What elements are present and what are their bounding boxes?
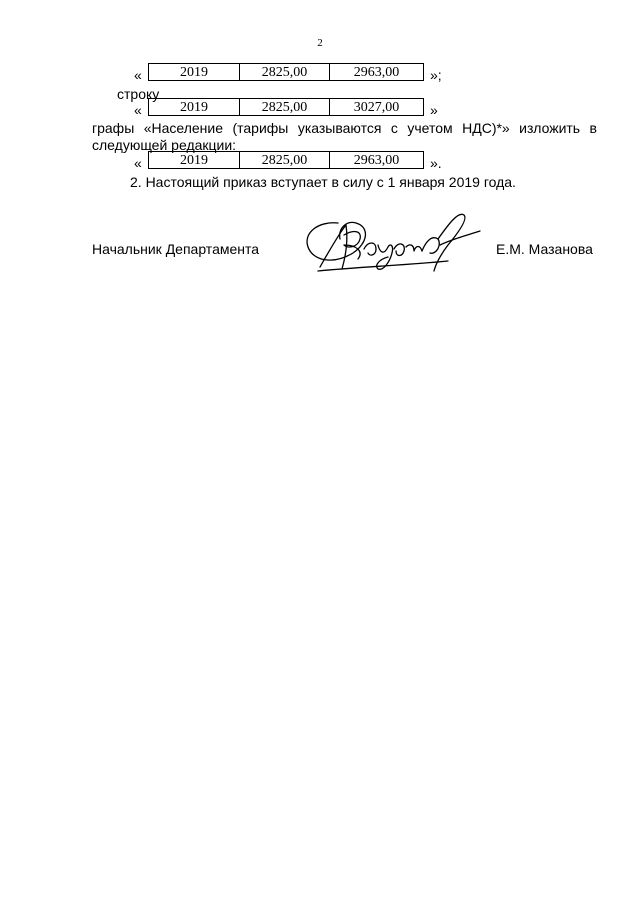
tariff-row-1-year: 2019 — [149, 64, 240, 80]
tariff-row-2 — [148, 98, 424, 116]
paragraph-line-2: следующей редакции: — [92, 137, 237, 153]
close-quote-3: ». — [430, 155, 442, 171]
handwritten-signature — [298, 205, 483, 280]
signature-name: Е.М. Мазанова — [496, 241, 593, 257]
close-quote-1: »; — [430, 67, 442, 83]
paragraph-line-1: графы «Население (тарифы указываются с учетом НДС)*» изложить в — [92, 120, 597, 136]
tariff-row-3-value-1: 2825,00 — [240, 152, 330, 168]
text-stroku: строку — [117, 86, 160, 102]
item-2: 2. Настоящий приказ вступает в силу с 1 января 2019 года. — [130, 174, 516, 190]
page-number: 2 — [317, 37, 323, 49]
tariff-row-2-year: 2019 — [149, 99, 240, 115]
tariff-row-1-value-1: 2825,00 — [240, 64, 330, 80]
open-quote: « — [134, 67, 142, 83]
tariff-row-1 — [148, 63, 424, 81]
tariff-row-3-value-2: 2963,00 — [353, 153, 400, 168]
tariff-row-2-value-2: 3027,00 — [353, 100, 400, 115]
signature-position: Начальник Департамента — [92, 241, 260, 257]
open-quote: « — [134, 155, 142, 171]
tariff-row-3-year: 2019 — [149, 152, 240, 168]
tariff-row-2-value-1: 2825,00 — [240, 99, 330, 115]
close-quote-2: » — [430, 102, 438, 118]
open-quote: « — [134, 102, 142, 118]
tariff-row-1-value-2: 2963,00 — [353, 65, 400, 80]
tariff-row-3 — [148, 151, 424, 169]
